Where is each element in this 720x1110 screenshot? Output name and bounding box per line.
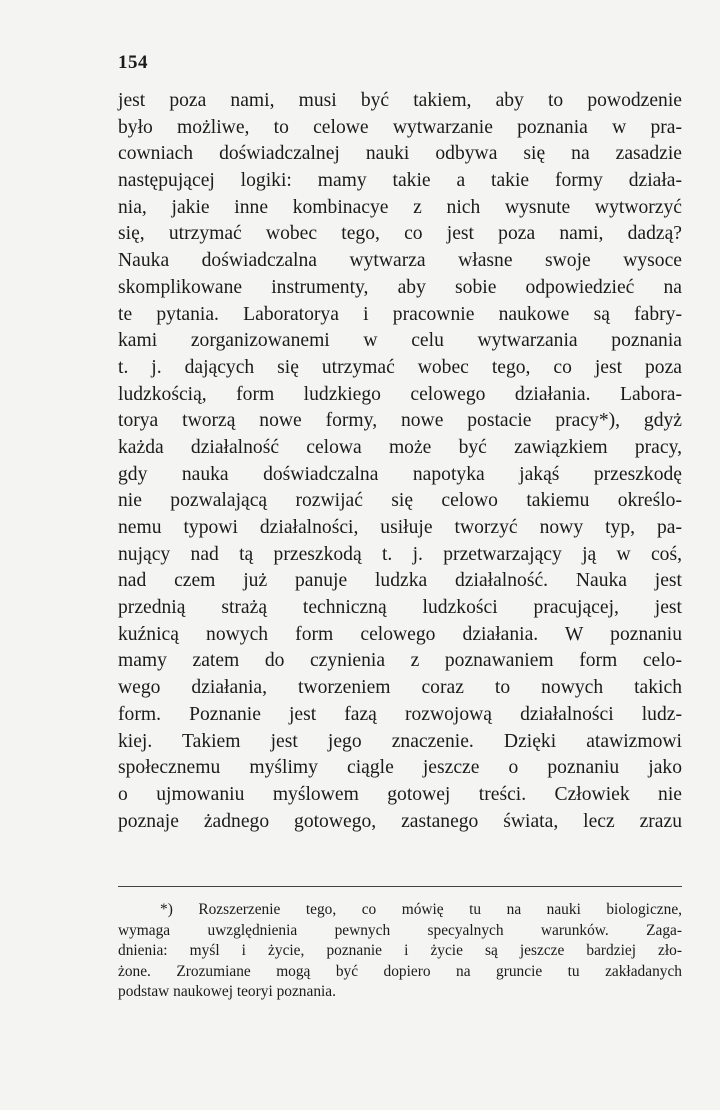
text-line: kiej. Takiem jest jego znaczenie. Dzięki atawizmowi — [118, 730, 682, 752]
text-line: nia, jakie inne kombinacye z nich wysnute wytworzyć — [118, 196, 682, 218]
text-line: skomplikowane instrumenty, aby sobie odpowiedzieć na — [118, 276, 682, 298]
page-number: 154 — [118, 52, 148, 73]
text-line: poznaje żadnego gotowego, zastanego świata, lecz zrazu — [118, 810, 682, 832]
text-line: każda działalność celowa może być zawiązkiem pracy, — [118, 436, 682, 458]
text-line: Nauka doświadczalna wytwarza własne swoje wysoce — [118, 250, 682, 272]
text-line: t. j. dających się utrzymać wobec tego, co jest poza — [118, 356, 682, 378]
footnote-line: dnienia: myśl i życie, poznanie i życie są jeszcze bardziej zło- — [118, 942, 682, 959]
text-line: następującej logiki: mamy takie a takie formy działa- — [118, 170, 682, 192]
footnote — [118, 900, 682, 1003]
text-line: społecznemu myślimy ciągle jeszcze o poznaniu jako — [118, 757, 682, 779]
footnote-line: podstaw naukowej teoryi poznania. — [118, 983, 336, 1000]
body-text — [118, 88, 682, 835]
text-line: wego działania, tworzeniem coraz to nowych takich — [118, 677, 682, 699]
text-line: się, utrzymać wobec tego, co jest poza nami, dadzą? — [118, 223, 682, 245]
text-line: te pytania. Laboratorya i pracownie naukowe są fabry- — [118, 303, 682, 325]
text-line: nujący nad tą przeszkodą t. j. przetwarzający ją w coś, — [118, 543, 682, 565]
footnote-line: żone. Zrozumiane mogą być dopiero na gruncie tu zakładanych — [118, 962, 682, 980]
text-line: cowniach doświadczalnej nauki odbywa się na zasadzie — [118, 143, 682, 165]
text-line: było możliwe, to celowe wytwarzanie poznania w pra- — [118, 116, 682, 138]
text-line: nemu typowi działalności, usiłuje tworzyć nowy typ, pa- — [118, 517, 682, 538]
text-line: przednią strażą techniczną ludzkości pracującej, jest — [118, 597, 682, 619]
text-line: jest poza nami, musi być takiem, aby to powodzenie — [118, 90, 682, 111]
text-line: gdy nauka doświadczalna napotyka jakąś przeszkodę — [118, 463, 682, 485]
text-line: nad czem już panuje ludzka działalność. Nauka jest — [118, 570, 682, 592]
text-line: form. Poznanie jest fazą rozwojową działalności ludz- — [118, 703, 682, 725]
text-line: nie pozwalającą rozwijać się celowo takiemu określo- — [118, 490, 682, 512]
footnote-divider — [118, 886, 682, 887]
text-line: mamy zatem do czynienia z poznawaniem form celo- — [118, 650, 682, 672]
footnote-line: *) Rozszerzenie tego, co mówię tu na nauki biologiczne, — [160, 901, 682, 918]
text-line: o ujmowaniu myślowem gotowej treści. Człowiek nie — [118, 783, 682, 805]
text-line: torya tworzą nowe formy, nowe postacie pracy*), gdyż — [118, 410, 682, 432]
text-line: kuźnicą nowych form celowego działania. W poznaniu — [118, 623, 682, 645]
text-line: ludzkością, form ludzkiego celowego działania. Labora- — [118, 383, 682, 405]
footnote-line: wymaga uwzględnienia pewnych specyalnych warunków. Zaga- — [118, 921, 682, 939]
text-line: kami zorganizowanemi w celu wytwarzania poznania — [118, 330, 682, 352]
